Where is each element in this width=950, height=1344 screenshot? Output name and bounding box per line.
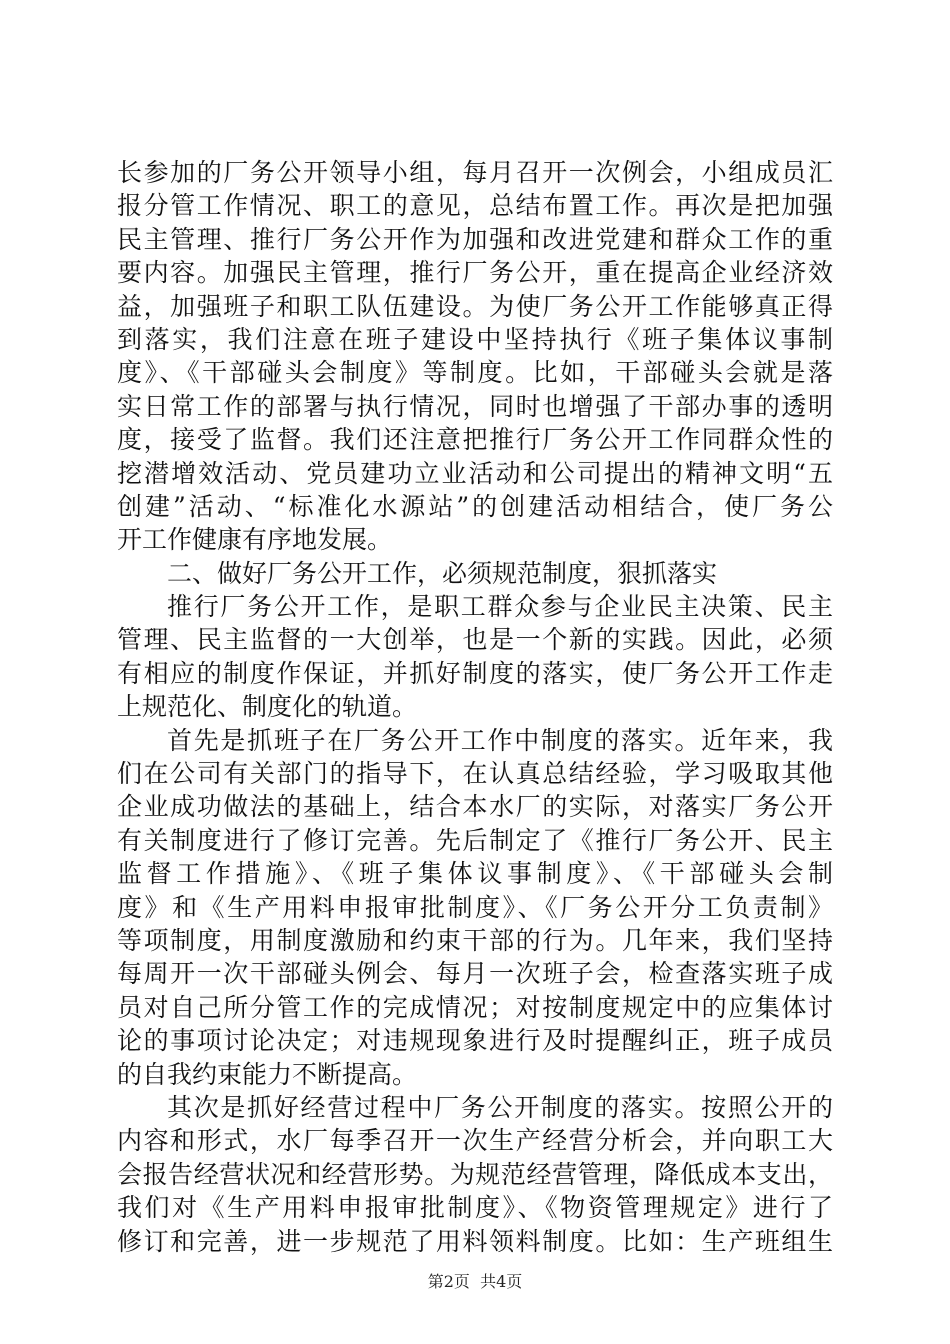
body-line: 上规范化、制度化的轨道。 [117,692,418,722]
body-line: 们在公司有关部门的指导下，在认真总结经验，学习吸取其他 [117,759,833,789]
body-line: 等项制度，用制度激励和约束干部的行为。几年来，我们坚持 [117,925,833,955]
body-line: 管理、民主监督的一大创举，也是一个新的实践。因此，必须 [117,625,833,655]
body-line: 实日常工作的部署与执行情况，同时也增强了干部办事的透明 [117,391,833,421]
section-heading: 二、做好厂务公开工作，必须规范制度，狠抓落实 [167,558,718,588]
body-line: 内容和形式，水厂每季召开一次生产经营分析会，并向职工大 [117,1126,833,1156]
body-line: 度》、《干部碰头会制度》等制度。比如，干部碰头会就是落 [117,358,833,388]
body-line: 每周开一次干部碰头例会、每月一次班子会，检查落实班子成 [117,959,833,989]
body-line: 员对自己所分管工作的完成情况；对按制度规定中的应集体讨 [117,992,833,1022]
body-line: 长参加的厂务公开领导小组，每月召开一次例会，小组成员汇 [117,158,833,187]
body-line: 民主管理、推行厂务公开作为加强和改进党建和群众工作的重 [117,224,833,254]
body-line: 推行厂务公开工作，是职工群众参与企业民主决策、民主 [167,592,833,622]
body-line: 挖潜增效活动、党员建功立业活动和公司提出的精神文明“五 [117,458,833,488]
body-line: 修订和完善，进一步规范了用料领料制度。比如：生产班组生 [117,1226,833,1256]
body-line: 企业成功做法的基础上，结合本水厂的实际，对落实厂务公开 [117,792,833,822]
body-line: 的自我约束能力不断提高。 [117,1059,418,1089]
body-line: 到落实，我们注意在班子建设中坚持执行《班子集体议事制 [117,324,833,354]
page-number: 第2页 共4页 [427,1272,523,1291]
body-line: 论的事项讨论决定；对违规现象进行及时提醒纠正，班子成员 [117,1026,833,1056]
document-body [117,156,833,1258]
body-line: 监督工作措施》、《班子集体议事制度》、《干部碰头会制 [117,859,833,889]
body-line: 其次是抓好经营过程中厂务公开制度的落实。按照公开的 [167,1092,833,1122]
body-line: 会报告经营状况和经营形势。为规范经营管理，降低成本支出， [117,1159,833,1189]
body-line: 度》和《生产用料申报审批制度》、《厂务公开分工负责制》 [117,892,833,922]
body-line: 有关制度进行了修订完善。先后制定了《推行厂务公开、民主 [117,825,833,855]
body-line: 创建”活动、“标准化水源站”的创建活动相结合，使厂务公 [117,491,833,521]
body-line: 我们对《生产用料申报审批制度》、《物资管理规定》进行了 [117,1193,833,1223]
body-line: 度，接受了监督。我们还注意把推行厂务公开工作同群众性的 [117,425,833,455]
body-line: 益，加强班子和职工队伍建设。为使厂务公开工作能够真正得 [117,291,833,321]
body-line: 开工作健康有序地发展。 [117,525,393,555]
body-line: 报分管工作情况、职工的意见，总结布置工作。再次是把加强 [117,191,833,221]
page-footer [0,1272,950,1292]
body-line: 首先是抓班子在厂务公开工作中制度的落实。近年来，我 [167,725,833,755]
body-line: 有相应的制度作保证，并抓好制度的落实，使厂务公开工作走 [117,658,833,688]
body-line: 要内容。加强民主管理，推行厂务公开，重在提高企业经济效 [117,258,833,288]
